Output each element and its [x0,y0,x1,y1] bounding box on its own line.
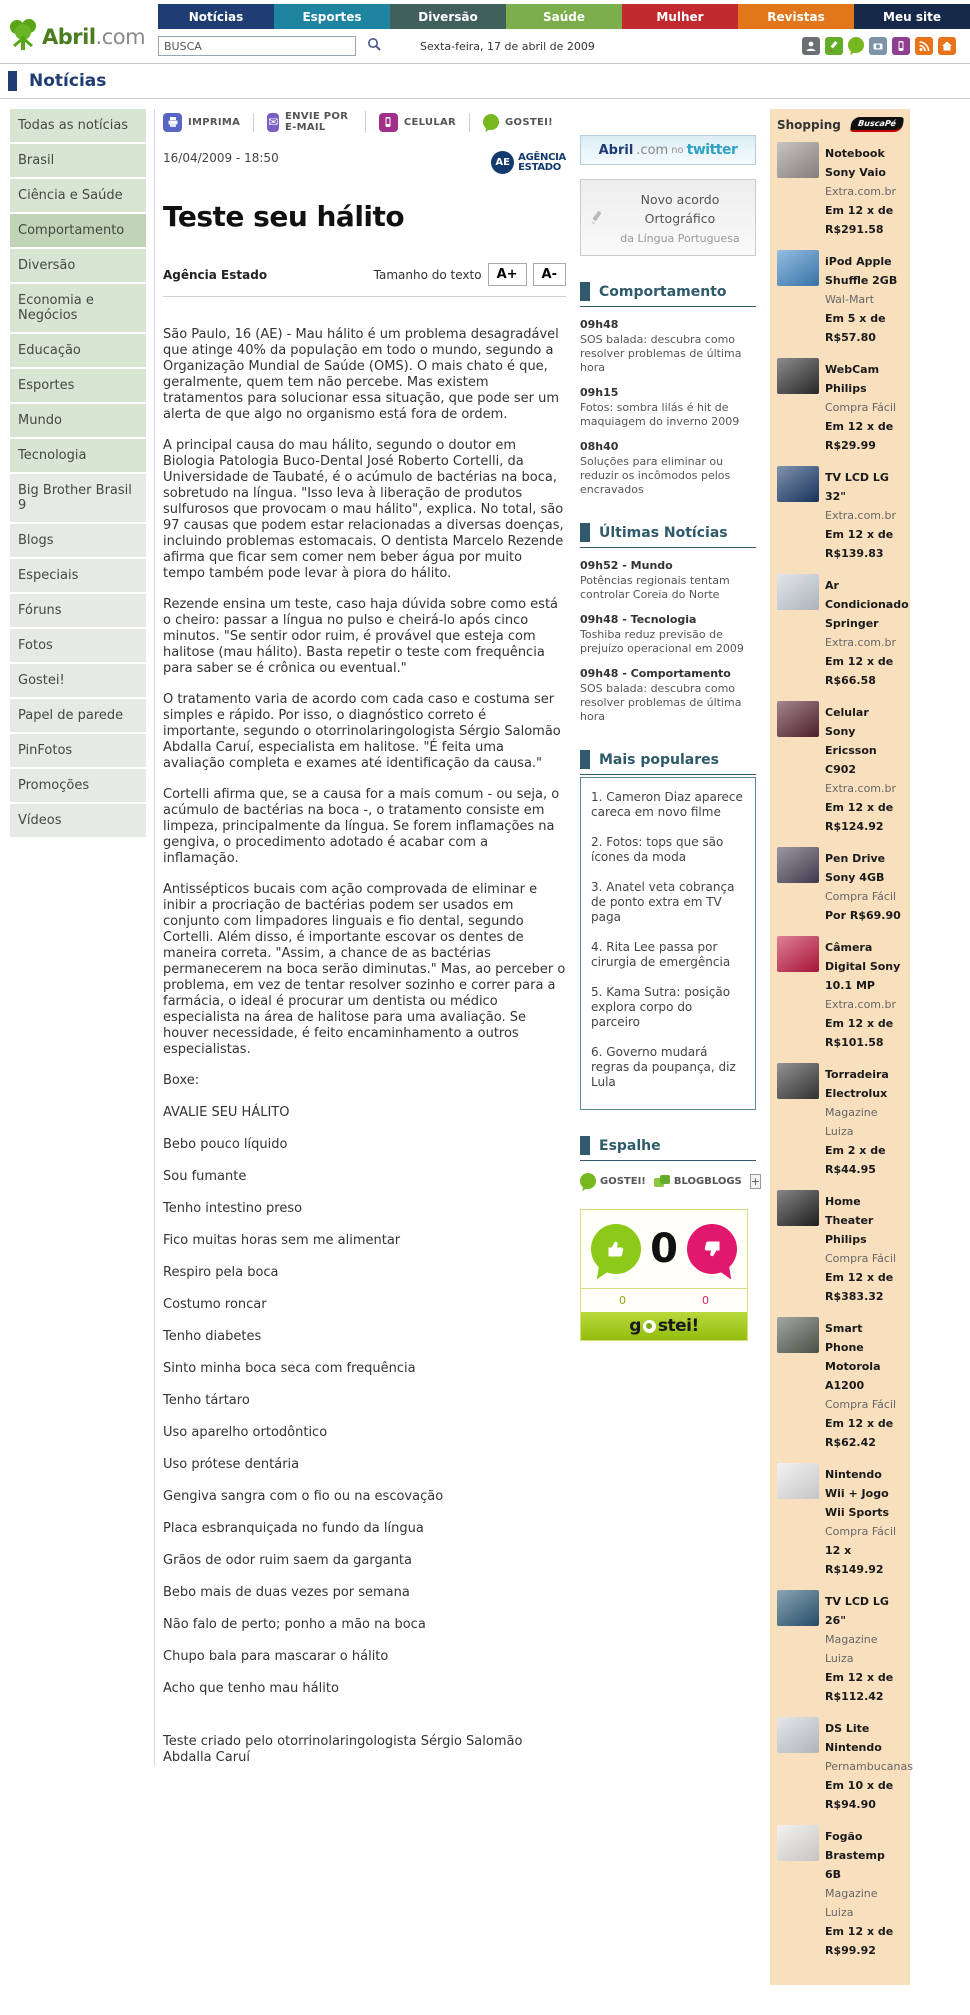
nav-tab[interactable]: Notícias [158,4,274,29]
product-name: Ar Condicionado Springer [825,579,909,630]
gostei-dot-icon [643,1320,656,1333]
product-item[interactable] [777,847,903,923]
nav-tab[interactable]: Esportes [274,4,390,29]
product-store: Compra Fácil [825,1398,897,1411]
product-price: Em 2 x de R$44.95 [825,1144,886,1176]
cellphone-icon [379,113,398,132]
sidebar-item[interactable]: Educação [10,334,146,367]
pencil-icon [589,210,605,226]
product-item[interactable] [777,1590,903,1704]
espalhe-header: Espalhe [580,1136,756,1161]
ortografia-line1: Novo acordo Ortográfico [640,192,720,226]
nav-tab[interactable]: Mulher [622,4,738,29]
product-store: Pernambucanas [825,1760,913,1773]
upvote-count: 0 [619,1294,626,1307]
product-price: Em 12 x de R$139.83 [825,528,894,560]
downvote-count: 0 [702,1294,709,1307]
sidebar [10,109,146,839]
product-thumbnail [777,1317,819,1353]
checklist-line: Respiro pela boca [163,1265,279,1280]
sidebar-item[interactable]: Big Brother Brasil 9 [10,474,146,522]
nav-tab[interactable]: Meu site [854,4,970,29]
article-paragraph: Cortelli afirma que, se a causa for a mais comum - ou seja, o acúmulo de bactérias na boca -, o tratamento consiste em limpeza, principalmente da língua. Se forem inflamações na gengiva, o procedimento adotado é acabar com a inflamação. [163,787,560,866]
product-price: Em 12 x de R$66.58 [825,655,894,687]
nav-tab[interactable]: Revistas [738,4,854,29]
sidebar-item[interactable]: Brasil [10,144,146,177]
comportamento-header: Comportamento [580,282,756,307]
sidebar-item[interactable]: Especiais [10,559,146,592]
checklist-line: Gengiva sangra com o fio ou na escovação [163,1489,444,1504]
article-paragraph: Antissépticos bucais com ação comprovada de eliminar e inibir a procriação de bactérias podem ser usados em conjunto com limpadores linguais e fio dental, segundo Cortelli. Além disso, é importante escovar os dentes de maneira correta. "Assim, a chance de as bactérias permanecerem na boca serão diminutas." Mas, ao perceber o problema, em vez de tentar resolver sozinho e correr para a farmácia, o ideal é procurar um dentista ou médico especialista na área de halitose para uma avaliação. Se houver necessidade, é feito encaminhamento a outros especialistas. [163,882,566,1057]
product-name: TV LCD LG 32" [825,471,889,503]
sidebar-item[interactable]: Fotos [10,629,146,662]
font-increase-button[interactable]: A+ [488,263,527,286]
checklist-line: AVALIE SEU HÁLITO [163,1105,290,1120]
article-paragraph: São Paulo, 16 (AE) - Mau hálito é um problema desagradável que atinge 40% da população em todo o mundo, segundo a Organização Mundial de Saúde (OMS). O mais chato é que, geralmente, quem tem não percebe. Mas existem tratamentos para solucionar essa situação, que pode ser um alerta de que algo no organismo está fora de ordem. [163,327,559,422]
product-name: Câmera Digital Sony 10.1 MP [825,941,901,992]
section-heading [0,64,970,98]
sidebar-item[interactable]: Tecnologia [10,439,146,472]
product-item[interactable] [777,250,903,345]
product-price: Em 12 x de R$124.92 [825,801,894,833]
byline-row [163,263,566,297]
product-price: 12 x R$149.92 [825,1544,884,1576]
buscape-logo[interactable]: BuscaPé [850,117,904,132]
article-datetime: 16/04/2009 - 18:50 [163,151,279,165]
main-nav [158,4,970,29]
gostei-submit-button[interactable]: g stei! [581,1312,747,1340]
checklist-line: Costumo roncar [163,1297,267,1312]
product-item[interactable] [777,142,903,237]
product-thumbnail [777,142,819,178]
article-body [163,313,566,1058]
gostei-balloon-icon [580,1173,596,1189]
checklist-line: Sou fumante [163,1169,247,1184]
product-item[interactable] [777,1825,903,1958]
product-store: Wal-Mart [825,293,875,306]
checklist-line: Tenho diabetes [163,1329,262,1344]
gostei-button-toolbar[interactable]: GOSTEI! [470,114,566,130]
product-thumbnail [777,936,819,972]
sidebar-item[interactable]: Blogs [10,524,146,557]
textsize-controls [374,263,566,286]
populares-box [580,777,756,1110]
product-price: Em 12 x de R$99.92 [825,1925,894,1957]
checklist-line: Chupo bala para mascarar o hálito [163,1649,389,1664]
product-name: DS Lite Nintendo [825,1722,882,1754]
checklist-line: Bebo mais de duas vezes por semana [163,1585,410,1600]
pencil-icon[interactable] [825,37,843,55]
product-thumbnail [777,574,819,610]
header-shortcut-icons [802,37,970,55]
sidebar-item[interactable]: Todas as notícias [10,109,146,142]
product-store: Magazine Luiza [825,1887,878,1919]
product-price: Em 12 x de R$29.99 [825,420,894,452]
product-price: Em 12 x de R$62.42 [825,1417,894,1449]
product-item[interactable] [777,466,903,561]
espalhe-gostei-link[interactable]: GOSTEI! [580,1173,646,1189]
email-button[interactable]: ✉ ENVIE POR E-MAIL [254,111,366,133]
product-thumbnail [777,1717,819,1753]
checklist-line: Sinto minha boca seca com frequência [163,1361,416,1376]
product-thumbnail [777,847,819,883]
twitter-logo: twitter [686,142,738,158]
shopping-header [777,117,903,132]
article-paragraph: A principal causa do mau hálito, segundo o doutor em Biologia Patologia Buco-Dental José Roberto Cortelli, da Universidade de Taubaté, é o acúmulo de bactérias na boca, sobretudo na língua. "Isso leva à liberação de produtos sulfurosos que provocam o mau hálito", explica. No total, são 97 causas que podem estar relacionadas a diversas doenças, incluindo problemas estomacais. O dentista Marcelo Rezende afirma que ficar sem comer nem beber água por muito tempo também pode levar à piora do hálito. [163,438,564,581]
checklist-line: Não falo de perto; ponho a mão na boca [163,1617,426,1632]
content [0,99,970,2015]
news-item[interactable]: 09h15 Fotos: sombra lilás é hit de maquiagem do inverno 2009 [580,386,740,428]
populares-header: Mais populares [580,750,756,775]
checklist-line: Bebo pouco líquido [163,1137,288,1152]
product-thumbnail [777,1190,819,1226]
site-header [0,0,970,63]
product-store: Extra.com.br [825,998,897,1011]
sidebar-item[interactable]: Papel de parede [10,699,146,732]
product-name: Home Theater Philips [825,1195,874,1246]
ultimas-list [580,559,756,724]
checklist-line: Grãos de odor ruim saem da garganta [163,1553,412,1568]
sidebar-item[interactable]: Comportamento [10,214,146,247]
envelope-icon: ✉ [267,113,279,132]
product-thumbnail [777,1590,819,1626]
news-item[interactable]: 08h40 Soluções para eliminar ou reduzir os incômodos pelos encravados [580,440,731,496]
product-item[interactable] [777,936,903,1050]
textsize-label: Tamanho do texto [373,267,482,282]
product-thumbnail [777,1463,819,1499]
printer-icon [163,113,182,132]
news-item[interactable]: 09h48 SOS balada: descubra como resolver problemas de última hora [580,318,742,374]
sidebar-item[interactable]: Fóruns [10,594,146,627]
blogblogs-icon [654,1175,670,1187]
share-plus-button[interactable]: + [750,1174,760,1188]
popular-item[interactable]: 6. Governo mudará regras da poupança, diz Lula [591,1045,736,1089]
comportamento-list [580,318,756,497]
product-thumbnail [777,1063,819,1099]
article-source: Agência Estado [163,267,268,282]
product-store: Compra Fácil [825,1252,897,1265]
article-toolbar [163,109,566,143]
section-bar [580,750,590,769]
product-store: Magazine Luiza [825,1106,878,1138]
rss-icon[interactable] [915,37,933,55]
nav-tab[interactable]: Diversão [390,4,506,29]
sidebar-item[interactable]: Vídeos [10,804,146,837]
article-paragraph: O tratamento varia de acordo com cada caso e costuma ser simples e rápido. Por isso, o diagnóstico correto é importante, segundo o otorrinolaringologista Sérgio Salomão Abdalla Caruí, especialista em halitose. "É feita uma avaliação completa e exames até identificação da causa." [163,692,561,771]
vote-total: 0 [650,1226,678,1272]
product-store: Compra Fácil [825,1525,897,1538]
product-store: Compra Fácil [825,890,897,903]
product-item[interactable] [777,1190,903,1304]
font-decrease-button[interactable]: A- [533,263,566,286]
print-button[interactable]: IMPRIMA [163,113,254,132]
product-name: Torradeira Electrolux [825,1068,889,1100]
product-thumbnail [777,358,819,394]
product-store: Magazine Luiza [825,1633,878,1665]
product-item[interactable] [777,1463,903,1577]
sidebar-item[interactable]: Diversão [10,249,146,282]
tree-icon [8,18,38,56]
news-item[interactable]: 09h48 - Tecnologia Toshiba reduz previsão de prejuízo operacional em 2009 [580,613,744,655]
product-price: Em 10 x de R$94.90 [825,1779,894,1811]
product-price: Em 12 x de R$112.42 [825,1671,894,1703]
product-store: Extra.com.br [825,782,897,795]
phone-icon[interactable] [892,37,910,55]
product-list [777,142,913,1958]
product-item[interactable] [777,358,903,453]
current-date: Sexta-feira, 17 de abril de 2009 [420,39,595,53]
gostei-balloon-icon [483,114,499,130]
thumbs-down-button[interactable] [687,1224,737,1274]
checklist-line: Placa esbranquiçada no fundo da língua [163,1521,424,1536]
sidebar-item[interactable]: Promoções [10,769,146,802]
product-store: Extra.com.br [825,509,897,522]
thumbs-up-icon [604,1237,628,1261]
product-name: Celular Sony Ericsson C902 [825,706,877,776]
product-thumbnail [777,466,819,502]
product-price: Em 5 x de R$57.80 [825,312,886,344]
sidebar-item[interactable]: Ciência e Saúde [10,179,146,212]
section-bar [580,523,590,542]
popular-item[interactable]: 5. Kama Sutra: posição explora corpo do parceiro [591,985,731,1029]
sidebar-item[interactable]: Mundo [10,404,146,437]
product-store: Extra.com.br [825,636,897,649]
product-price: Por R$69.90 [825,909,901,922]
product-name: Pen Drive Sony 4GB [825,852,886,884]
product-item[interactable] [777,574,909,688]
product-name: Notebook Sony Vaio [825,147,886,179]
sidebar-item[interactable]: Economia e Negócios [10,284,146,332]
espalhe-blogblogs-link[interactable]: BLOGBLOGS [654,1175,742,1187]
news-column [580,109,760,1341]
thumbs-up-button[interactable] [591,1224,641,1274]
nav-tab[interactable]: Saúde [506,4,622,29]
page-title: Notícias [29,71,107,91]
vote-widget [580,1209,748,1341]
article-paragraph: Rezende ensina um teste, caso haja dúvida sobre como está o cheiro: passar a língua no pulso e cheirá-lo após cinco minutos. "Se sentir odor ruim, é provável que esteja com halitose (mau hálito). Basta repetir o teste com frequência para saber se é crônica ou eventual." [163,597,559,676]
checklist-line: Tenho intestino preso [163,1201,303,1216]
product-thumbnail [777,701,819,737]
gostei-balloon-icon[interactable] [848,37,864,53]
date-row [163,143,566,174]
news-item[interactable]: 09h52 - Mundo Potências regionais tentam controlar Coreia do Norte [580,559,730,601]
ortografia-banner[interactable] [580,179,756,256]
product-item[interactable] [777,1063,903,1177]
checklist-line: Uso prótese dentária [163,1457,300,1472]
product-price: Em 12 x de R$291.58 [825,204,894,236]
article-title: Teste seu hálito [163,200,405,233]
thumbs-down-icon [700,1237,724,1261]
checklist-line: Boxe: [163,1073,200,1088]
section-bar [580,1136,590,1155]
ortografia-line2: da Língua Portuguesa [620,232,740,245]
product-thumbnail [777,250,819,286]
product-name: iPod Apple Shuffle 2GB [825,255,898,287]
ultimas-header: Últimas Notícias [580,523,756,548]
product-name: WebCam Philips [825,363,880,395]
sidebar-item[interactable]: PinFotos [10,734,146,767]
search-button[interactable] [362,35,386,57]
contacts-icon[interactable] [802,37,820,55]
popular-item[interactable]: 3. Anatel veta cobrança de ponto extra em TV paga [591,880,735,924]
article-footer: Teste criado pelo otorrinolaringologista Sérgio Salomão Abdalla Caruí [163,1734,523,1765]
checklist-line: Uso aparelho ortodôntico [163,1425,328,1440]
header-right [158,4,970,63]
product-name: Smart Phone Motorola A1200 [825,1322,881,1392]
product-item[interactable] [777,1317,903,1450]
home-icon[interactable] [938,37,956,55]
shopping-sidebar [770,109,913,1985]
espalhe-links [580,1173,760,1189]
product-name: Fogão Brastemp 6B [825,1830,885,1881]
product-store: Extra.com.br [825,185,897,198]
shopping-title: Shopping [777,117,841,132]
product-item[interactable] [777,1717,913,1812]
checklist-line: Tenho tártaro [163,1393,250,1408]
product-price: Em 12 x de R$101.58 [825,1017,894,1049]
section-bar [580,282,590,301]
product-store: Compra Fácil [825,401,897,414]
popular-item[interactable]: 4. Rita Lee passa por cirurgia de emergência [591,940,731,969]
product-item[interactable] [777,701,903,834]
heading-bar [8,71,17,91]
popular-item[interactable]: 2. Fotos: tops que são ícones da moda [591,835,724,864]
ae-badge-icon: AE [491,151,514,174]
checklist-line: Fico muitas horas sem me alimentar [163,1233,401,1248]
search-icon [367,37,382,55]
product-name: Nintendo Wii + Jogo Wii Sports [825,1468,890,1519]
news-item[interactable]: 09h48 - Comportamento SOS balada: descubra como resolver problemas de última hora [580,667,742,723]
search-input[interactable] [158,36,356,56]
agencia-estado-logo: AE AGÊNCIA ESTADO [491,151,566,174]
product-name: TV LCD LG 26" [825,1595,889,1627]
search-row [158,29,970,63]
logo-text: Abril.com [42,24,146,49]
sidebar-item[interactable]: Esportes [10,369,146,402]
article-column [154,109,566,1766]
checklist-line: Acho que tenho mau hálito [163,1681,339,1696]
sidebar-item[interactable]: Gostei! [10,664,146,697]
twitter-banner[interactable]: Abril .com no twitter [580,135,756,165]
product-price: Em 12 x de R$383.32 [825,1271,894,1303]
abril-logo[interactable] [0,4,158,63]
product-thumbnail [777,1825,819,1861]
popular-item[interactable]: 1. Cameron Diaz aparece careca em novo filme [591,790,743,819]
article-checklist [163,1073,566,1696]
camera-icon[interactable] [869,37,887,55]
mobile-button[interactable]: CELULAR [366,113,470,132]
